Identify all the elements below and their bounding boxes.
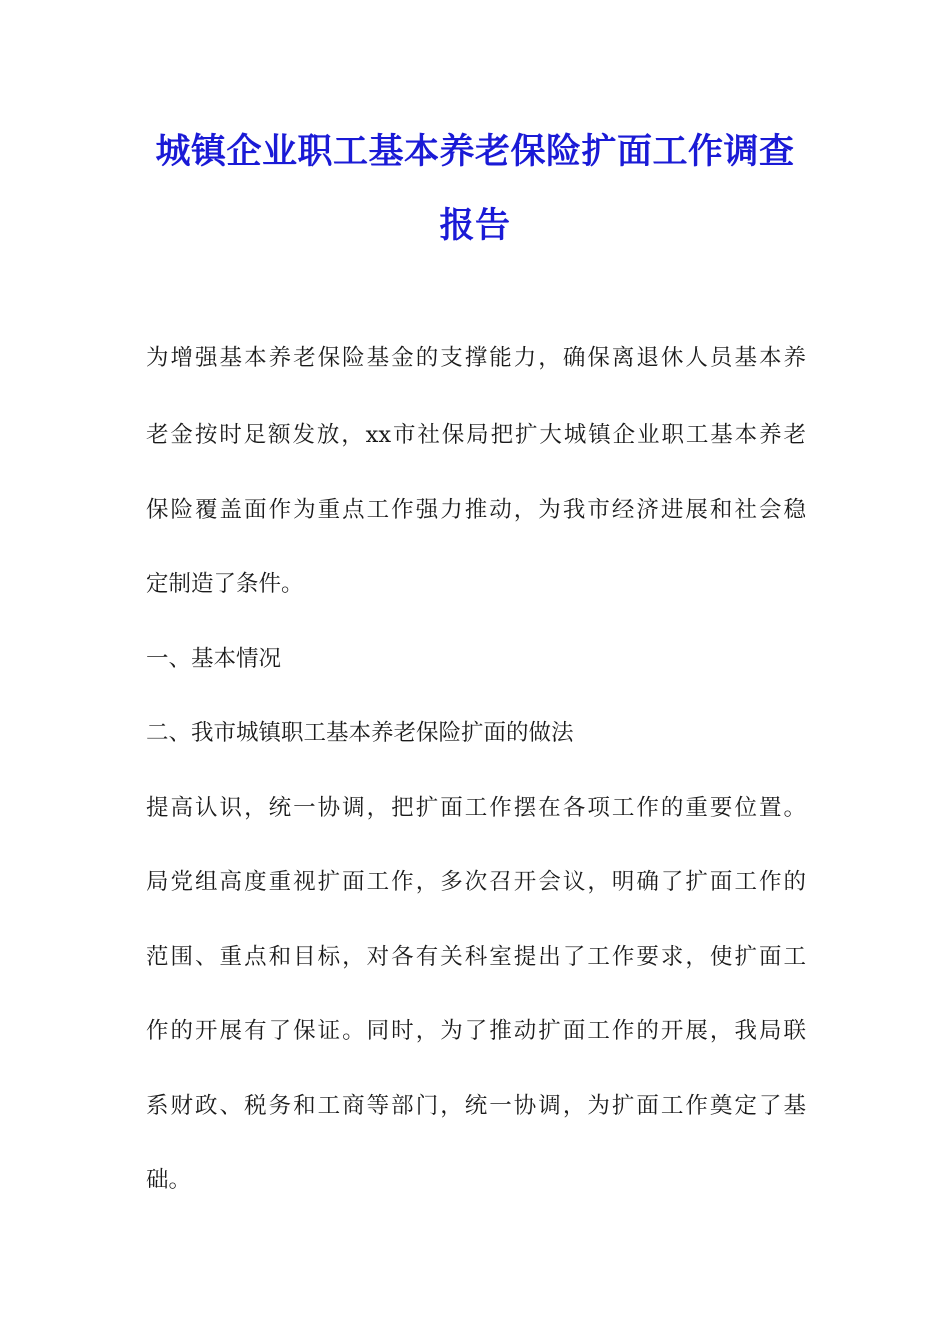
document-title-line-2: 报告 xyxy=(439,206,511,246)
paragraph-line: 系财政、税务和工商等部门，统一协调，为扩面工作奠定了基 xyxy=(146,1093,806,1119)
document-title-line-1: 城镇企业职工基本养老保险扩面工作调查 xyxy=(155,132,795,172)
section-heading-practices: 二、我市城镇职工基本养老保险扩面的做法 xyxy=(146,720,574,746)
paragraph-line: 局党组高度重视扩面工作，多次召开会议，明确了扩面工作的 xyxy=(146,869,806,895)
paragraph-line: 提高认识，统一协调，把扩面工作摆在各项工作的重要位置。 xyxy=(146,795,806,821)
paragraph-line: 保险覆盖面作为重点工作强力推动，为我市经济进展和社会稳 xyxy=(146,497,806,523)
paragraph-line: 定制造了条件。 xyxy=(146,571,304,597)
paragraph-line: 为增强基本养老保险基金的支撑能力，确保离退休人员基本养 xyxy=(146,345,806,371)
section-heading-basic-situation: 一、基本情况 xyxy=(146,646,282,672)
paragraph-line: 作的开展有了保证。同时，为了推动扩面工作的开展，我局联 xyxy=(146,1018,806,1044)
paragraph-line: 范围、重点和目标，对各有关科室提出了工作要求，使扩面工 xyxy=(146,944,806,970)
paragraph-line: 老金按时足额发放，xx市社保局把扩大城镇企业职工基本养老 xyxy=(146,422,806,448)
paragraph-line: 础。 xyxy=(146,1167,192,1193)
